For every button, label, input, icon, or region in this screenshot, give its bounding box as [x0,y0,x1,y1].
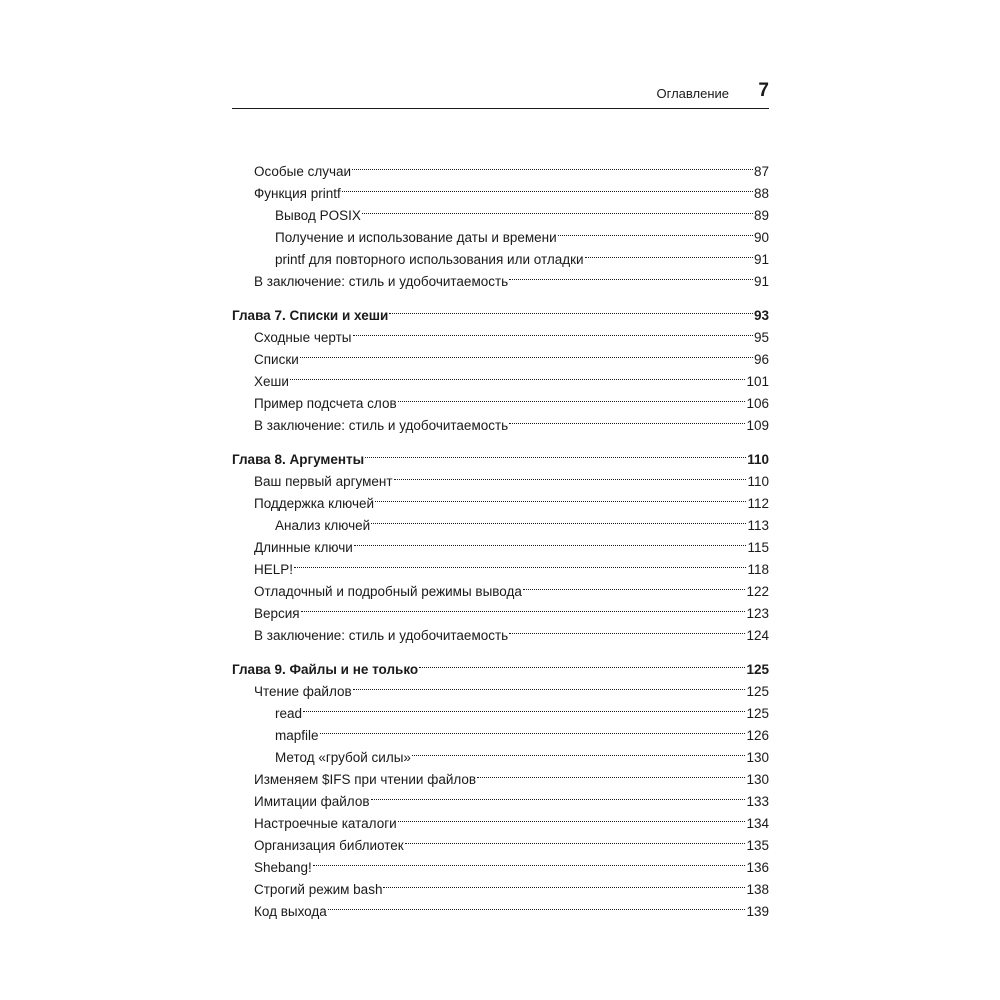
toc-entry[interactable] [232,596,769,621]
toc-entry-page: 122 [746,584,769,599]
dot-leader [509,264,753,286]
dot-leader [301,596,746,618]
dot-leader [365,442,746,464]
toc-entry-title: read [275,706,303,721]
toc-chapter-title: Глава 7. Списки и хеши [232,308,389,323]
toc-entry-title: Shebang! [254,860,312,875]
toc-entry-title: Изменяем $IFS при чтении файлов [254,772,477,787]
toc-chapter-heading[interactable] [232,652,769,677]
toc-entry-title: Организация библиотек [254,838,404,853]
toc-entry-title: Метод «грубой силы» [275,750,411,765]
toc-entry-title: Строгий режим bash [254,882,383,897]
dot-leader [371,508,746,530]
toc-entry[interactable] [232,242,769,267]
toc-entry-page: 124 [746,628,769,643]
dot-leader [300,342,753,364]
toc-entry[interactable] [232,198,769,223]
toc-entry[interactable] [232,486,769,511]
toc-entry-page: 130 [746,750,769,765]
toc-entry[interactable] [232,674,769,699]
toc-chapter-heading[interactable] [232,442,769,467]
toc-entry-page: 118 [747,562,769,577]
toc-entry-page: 115 [747,540,769,555]
toc-entry[interactable] [232,894,769,919]
toc-entry[interactable] [232,176,769,201]
toc-entry-title: mapfile [275,728,319,743]
toc-entry[interactable] [232,386,769,411]
toc-entry[interactable] [232,784,769,809]
dot-leader [303,696,745,718]
toc-entry-title: printf для повторного использования или отладки [275,252,584,267]
dot-leader [558,220,753,242]
dot-leader [398,386,746,408]
toc-entry[interactable] [232,464,769,489]
toc-entry-title: Чтение файлов [254,684,352,699]
toc-entry-page: 91 [753,274,769,289]
toc-entry-title: Получение и использование даты и времени [275,230,557,245]
toc-entry[interactable] [232,806,769,831]
toc-chapter-title: Глава 8. Аргументы [232,452,365,467]
toc-entry[interactable] [232,508,769,533]
toc-entry-page: 138 [746,882,769,897]
dot-leader [290,364,746,386]
toc-entry-page: 125 [746,684,769,699]
toc-entry[interactable] [232,574,769,599]
toc-group-chapter9 [232,652,769,919]
toc-entry[interactable] [232,220,769,245]
dot-leader [352,154,753,176]
toc-entry-title: Длинные ключи [254,540,353,555]
dot-leader [320,718,746,740]
toc-entry-title: Имитации файлов [254,794,370,809]
toc-entry-title: Ваш первый аргумент [254,474,393,489]
toc-entry-page: 130 [746,772,769,787]
toc-entry[interactable] [232,154,769,179]
toc-entry-title: Сходные черты [254,330,352,345]
dot-leader [313,850,746,872]
toc-entry-page: 95 [753,330,769,345]
toc-entry-title: Поддержка ключей [254,496,375,511]
toc-entry-page: 109 [746,418,769,433]
dot-leader [342,176,753,198]
dot-leader [509,408,745,430]
toc-entry-title: Отладочный и подробный режимы вывода [254,584,522,599]
toc-entry-page: 134 [746,816,769,831]
toc-entry-title: Вывод POSIX [275,208,361,223]
toc-entry-page: 106 [746,396,769,411]
toc-entry-title: В заключение: стиль и удобочитаемость [254,274,509,289]
toc-chapter-page: 125 [746,662,769,677]
toc-entry-title: HELP! [254,562,294,577]
toc-entry-title: Списки [254,352,299,367]
dot-leader [375,486,746,508]
dot-leader [412,740,746,762]
dot-leader [477,762,745,784]
dot-leader [419,652,745,674]
toc-group-chapter8 [232,442,769,643]
toc-entry[interactable] [232,552,769,577]
toc-chapter-title: Глава 9. Файлы и не только [232,662,419,677]
toc-entry-title: Анализ ключей [275,518,371,533]
toc-entry-page: 135 [746,838,769,853]
dot-leader [509,618,745,640]
running-header-title: Оглавление [656,86,729,101]
dot-leader [383,872,745,894]
toc-chapter-page: 93 [753,308,769,323]
dot-leader [362,198,753,220]
toc-entry-page: 96 [753,352,769,367]
toc-entry-page: 101 [746,374,769,389]
toc-entry-title: В заключение: стиль и удобочитаемость [254,418,509,433]
toc-group-chapter7 [232,298,769,433]
toc-entry-title: Пример подсчета слов [254,396,397,411]
toc-entry[interactable] [232,696,769,721]
toc-entry[interactable] [232,320,769,345]
dot-leader [389,298,753,320]
toc-entry-page: 123 [746,606,769,621]
dot-leader [523,574,746,596]
toc-entry[interactable] [232,342,769,367]
toc-entry-title: Функция printf [254,186,341,201]
toc-entry-page: 87 [753,164,769,179]
toc-entry[interactable] [232,364,769,389]
toc-entry-title: Версия [254,606,300,621]
toc-entry-page: 88 [753,186,769,201]
toc-entry[interactable] [232,762,769,787]
dot-leader [585,242,753,264]
dot-leader [353,320,753,342]
toc-entry[interactable] [232,530,769,555]
toc-entry-page: 113 [747,518,769,533]
dot-leader [371,784,746,806]
dot-leader [394,464,747,486]
toc-entry[interactable] [232,828,769,853]
toc-entry-page: 126 [746,728,769,743]
dot-leader [398,806,746,828]
page-number: 7 [758,80,769,101]
dot-leader [353,674,746,696]
toc-entry-page: 89 [753,208,769,223]
toc-entry-page: 112 [747,496,769,511]
toc-chapter-page: 110 [747,452,769,467]
toc-entry[interactable] [232,740,769,765]
dot-leader [405,828,746,850]
toc-entry-page: 91 [753,252,769,267]
dot-leader [354,530,747,552]
toc-entry-page: 139 [746,904,769,919]
toc-entry[interactable] [232,872,769,897]
toc-chapter-heading[interactable] [232,298,769,323]
toc-entry-title: Хеши [254,374,289,389]
dot-leader [294,552,746,574]
toc-entry-title: Код выхода [254,904,327,919]
toc-entry-page: 136 [746,860,769,875]
toc-group-chapter6-continued [232,154,769,289]
toc-entry[interactable] [232,264,769,289]
toc-entry-title: Особые случаи [254,164,352,179]
table-of-contents [232,154,769,918]
toc-entry[interactable] [232,408,769,433]
toc-entry-page: 133 [746,794,769,809]
toc-entry[interactable] [232,718,769,743]
dot-leader [328,894,746,916]
toc-entry[interactable] [232,850,769,875]
toc-entry-page: 125 [746,706,769,721]
toc-entry[interactable] [232,618,769,643]
running-header [232,80,769,109]
toc-entry-title: Настроечные каталоги [254,816,397,831]
toc-entry-page: 90 [753,230,769,245]
toc-entry-page: 110 [747,474,769,489]
toc-entry-title: В заключение: стиль и удобочитаемость [254,628,509,643]
